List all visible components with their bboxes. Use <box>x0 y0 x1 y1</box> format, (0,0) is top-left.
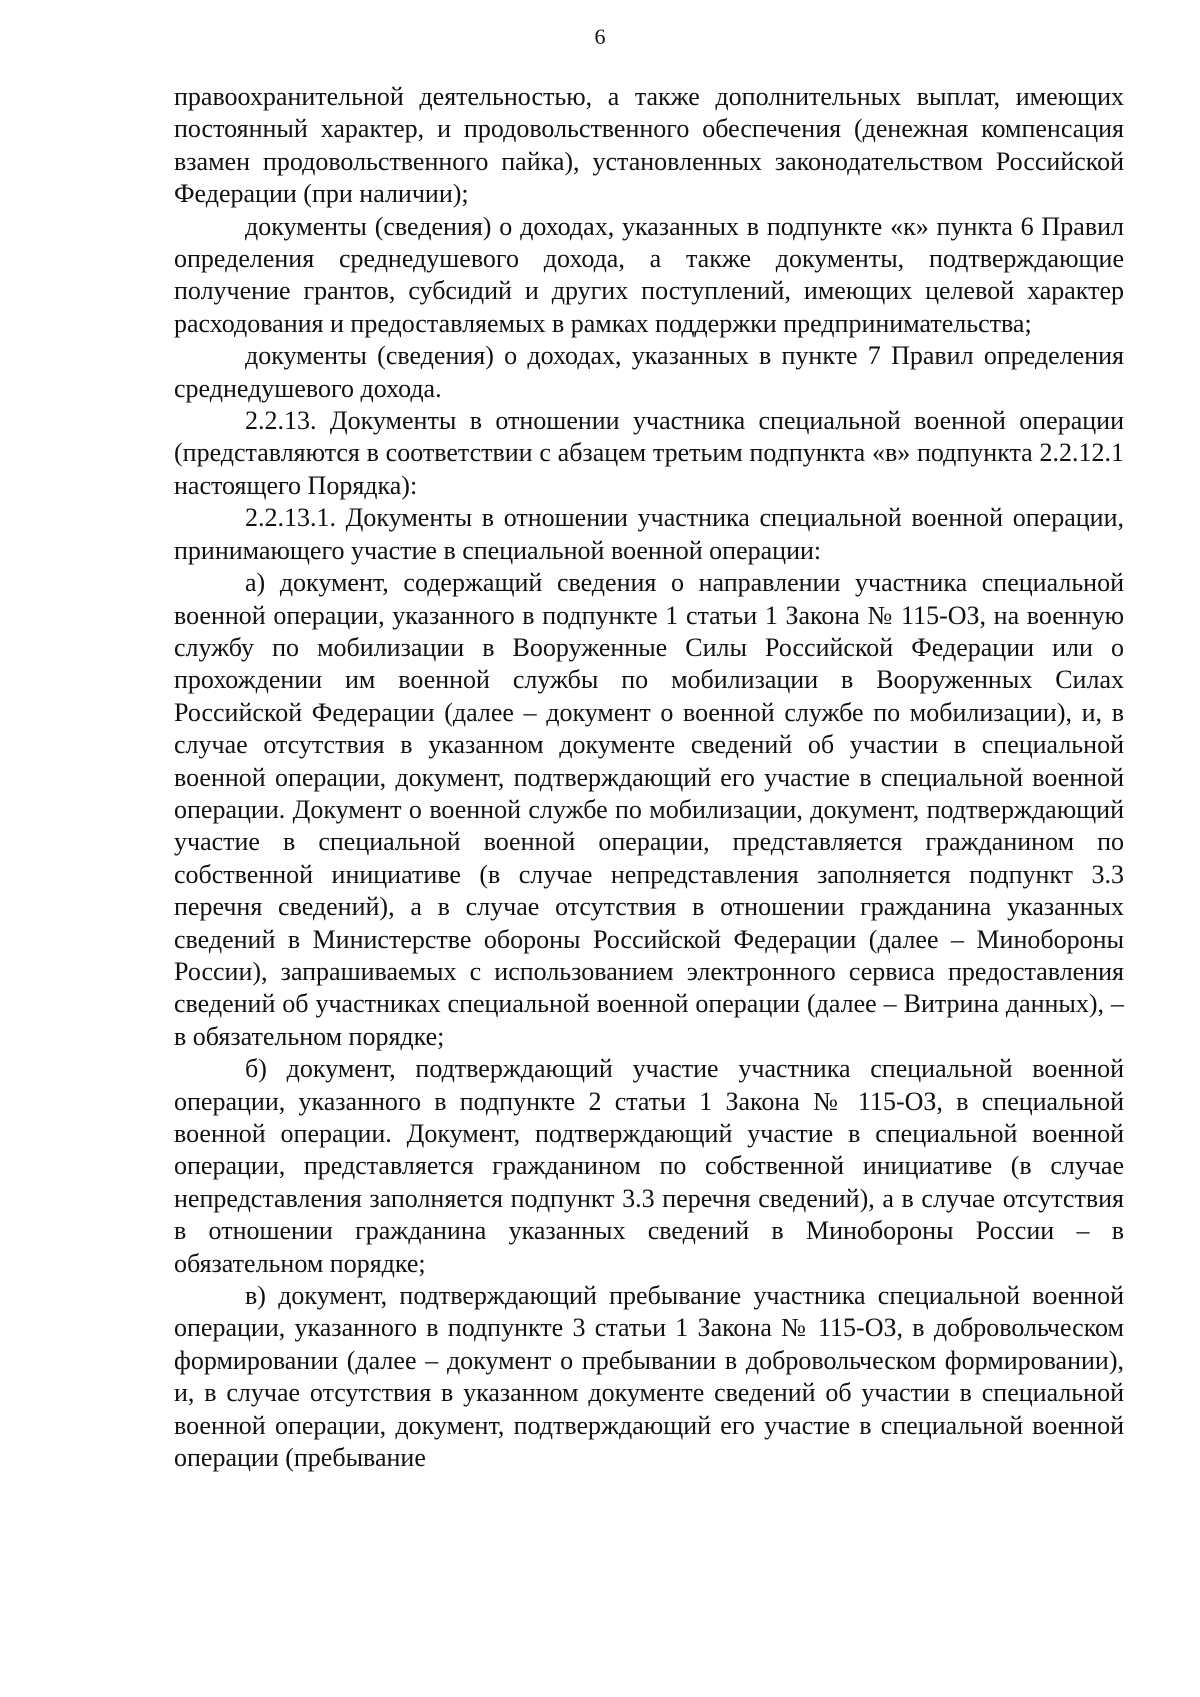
paragraph-item-a: а) документ, содержащий сведения о направлении участника специальной военной операции, указанного в подпункте 1 статьи 1 Закона № 115-ОЗ, на военную службу по мобилизации в Вооруженные Силы Российской Федерации или о прохождении им военной службы по мобилизации в Вооруженных Силах Российской Федерации (далее – документ о военной службе по мобилизации), и, в случае отсутствия в указанном документе сведений об участии в специальной военной операции, документ, подтверждающий его участие в специальной военной операции. Документ о военной службе по мобилизации, документ, подтверждающий участие в специальной военной операции, представляется гражданином по собственной инициативе (в случае непредставления заполняется подпункт 3.3 перечня сведений), а в случае отсутствия в отношении гражданина указанных сведений в Министерстве обороны Российской Федерации (далее – Минобороны России), запрашиваемых с использованием электронного сервиса предоставления сведений об участниках специальной военной операции (далее – Витрина данных), – в обязательном порядке; <box>174 568 1124 1051</box>
paragraph-continuation: правоохранительной деятельностью, а также дополнительных выплат, имеющих постоянный характер, и продовольственного обеспечения (денежная компенсация взамен продовольственного пайка), установленных законодательством Российской Федерации (при наличии); <box>174 82 1124 209</box>
paragraph-2-2-13-1: 2.2.13.1. Документы в отношении участника специальной военной операции, принимающего участие в специальной военной операции: <box>174 503 1124 565</box>
paragraph-income-documents-7: документы (сведения) о доходах, указанных в пункте 7 Правил определения среднедушевого дохода. <box>174 341 1124 403</box>
document-body <box>174 81 1124 1474</box>
page-number: 6 <box>594 24 606 49</box>
paragraph-income-documents-k: документы (сведения) о доходах, указанных в подпункте «к» пункта 6 Правил определения среднедушевого дохода, а также документы, подтверждающие получение грантов, субсидий и других поступлений, имеющих целевой характер расходования и предоставляемых в рамках поддержки предпринимательства; <box>174 211 1124 338</box>
paragraph-item-v: в) документ, подтверждающий пребывание участника специальной военной операции, указанного в подпункте 3 статьи 1 Закона № 115-ОЗ, в добровольческом формировании (далее – документ о пребывании в добровольческом формировании), и, в случае отсутствия в указанном документе сведений об участии в специальной военной операции, документ, подтверждающий его участие в специальной военной операции (пребывание <box>174 1281 1124 1473</box>
paragraph-item-b: б) документ, подтверждающий участие участника специальной военной операции, указанного в подпункте 2 статьи 1 Закона № 115-ОЗ, в специальной военной операции. Документ, подтверждающий участие в специальной военной операции, представляется гражданином по собственной инициативе (в случае непредставления заполняется подпункт 3.3 перечня сведений), а в случае отсутствия в отношении гражданина указанных сведений в Минобороны России – в обязательном порядке; <box>174 1054 1124 1278</box>
paragraph-2-2-13: 2.2.13. Документы в отношении участника специальной военной операции (представляются в соответствии с абзацем третьим подпункта «в» подпункта 2.2.12.1 настоящего Порядка): <box>174 406 1124 500</box>
